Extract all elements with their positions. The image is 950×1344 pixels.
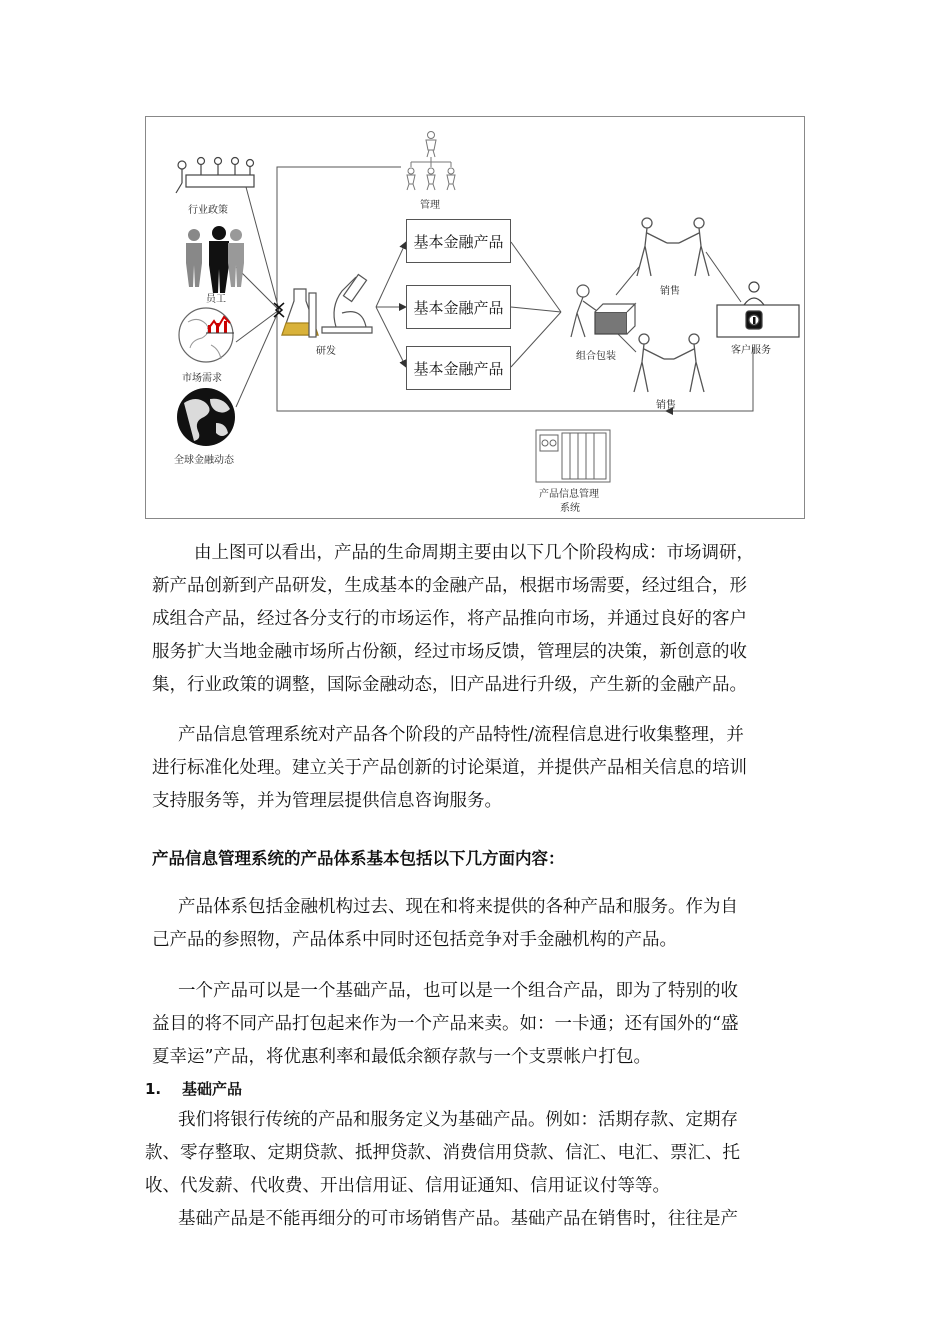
label-market-demand: 市场需求 — [182, 373, 222, 384]
text-line: 产品体系包括金融机构过去、现在和将来提供的各种产品和服务。作为自 — [178, 897, 738, 917]
text-line: 由上图可以看出，产品的生命周期主要由以下几个阶段构成：市场调研， — [194, 543, 754, 563]
paragraph-combo-product — [152, 975, 738, 1074]
market-demand-icon — [179, 308, 234, 362]
paragraph-product-system — [152, 891, 738, 957]
text-line: 服务扩大当地金融市场所占份额，经过市场反馈，管理层的决策，新创意的收 — [152, 642, 747, 662]
label-employees: 员工 — [206, 294, 226, 305]
product-lifecycle-diagram — [145, 116, 805, 519]
text-line: 基础产品是不能再细分的可市场销售产品。基础产品在销售时，往往是产 — [178, 1209, 738, 1229]
text-line: 支持服务等，并为管理层提供信息咨询服务。 — [152, 791, 502, 811]
paragraph-basic-products — [145, 1104, 740, 1203]
paragraph-lifecycle — [152, 537, 754, 702]
label-sales-top: 销售 — [660, 286, 680, 297]
section-heading: 产品信息管理系统的产品体系基本包括以下几方面内容： — [152, 849, 565, 868]
label-pims-line1: 产品信息管理 — [539, 489, 599, 500]
text-line: 新产品创新到产品研发，生成基本的金融产品，根据市场需要，经过组合，形 — [152, 576, 747, 596]
customer-service-icon — [717, 282, 799, 337]
basic-product-box-2: 基本金融产品 — [406, 285, 511, 329]
label-global-finance: 全球金融动态 — [174, 455, 234, 466]
text-line: 己产品的参照物，产品体系中同时还包括竞争对手金融机构的产品。 — [152, 930, 677, 950]
employees-icon — [186, 226, 244, 293]
text-line: 益目的将不同产品打包起来作为一个产品来卖。如：一卡通；还有国外的“盛 — [152, 1014, 739, 1034]
text-line: 集，行业政策的调整，国际金融动态，旧产品进行升级，产生新的金融产品。 — [152, 675, 747, 695]
rnd-icon — [282, 274, 372, 337]
label-customer-service: 客户服务 — [731, 345, 771, 356]
text-line: 产品信息管理系统对产品各个阶段的产品特性/流程信息进行收集整理，并 — [178, 725, 744, 745]
basic-product-box-1: 基本金融产品 — [406, 219, 511, 263]
text-line: 我们将银行传统的产品和服务定义为基础产品。例如：活期存款、定期存 — [178, 1110, 738, 1130]
label-management: 管理 — [420, 200, 440, 211]
sales-top-icon — [637, 218, 709, 276]
text-line: 成组合产品，经过各分支行的市场运作，将产品推向市场，并通过良好的客户 — [152, 609, 747, 629]
section-1-number: 1. — [145, 1080, 162, 1098]
industry-policy-icon — [176, 158, 254, 194]
pims-server-icon — [536, 430, 610, 482]
sales-bottom-icon — [634, 334, 704, 392]
text-line: 款、零存整取、定期贷款、抵押贷款、消费信用贷款、信汇、电汇、票汇、托 — [145, 1143, 740, 1163]
label-packaging: 组合包装 — [576, 351, 616, 362]
label-pims-line2: 系统 — [560, 503, 580, 514]
global-finance-icon — [177, 388, 235, 446]
paragraph-basic-products-2 — [145, 1203, 738, 1236]
section-1-heading — [145, 1078, 242, 1099]
text-line: 进行标准化处理。建立关于产品创新的讨论渠道，并提供产品相关信息的培训 — [152, 758, 747, 778]
management-icon — [407, 132, 455, 191]
paragraph-pims — [152, 719, 747, 818]
label-industry-policy: 行业政策 — [188, 205, 228, 216]
text-line: 夏幸运”产品，将优惠利率和最低余额存款与一个支票帐户打包。 — [152, 1047, 651, 1067]
text-line: 收、代发薪、代收费、开出信用证、信用证通知、信用证议付等等。 — [145, 1176, 670, 1196]
section-1-title: 基础产品 — [182, 1080, 243, 1098]
label-sales-bottom: 销售 — [656, 400, 676, 411]
packaging-icon — [571, 285, 635, 337]
basic-product-box-3: 基本金融产品 — [406, 346, 511, 390]
text-line: 一个产品可以是一个基础产品，也可以是一个组合产品，即为了特别的收 — [178, 981, 738, 1001]
label-rnd: 研发 — [316, 346, 336, 357]
